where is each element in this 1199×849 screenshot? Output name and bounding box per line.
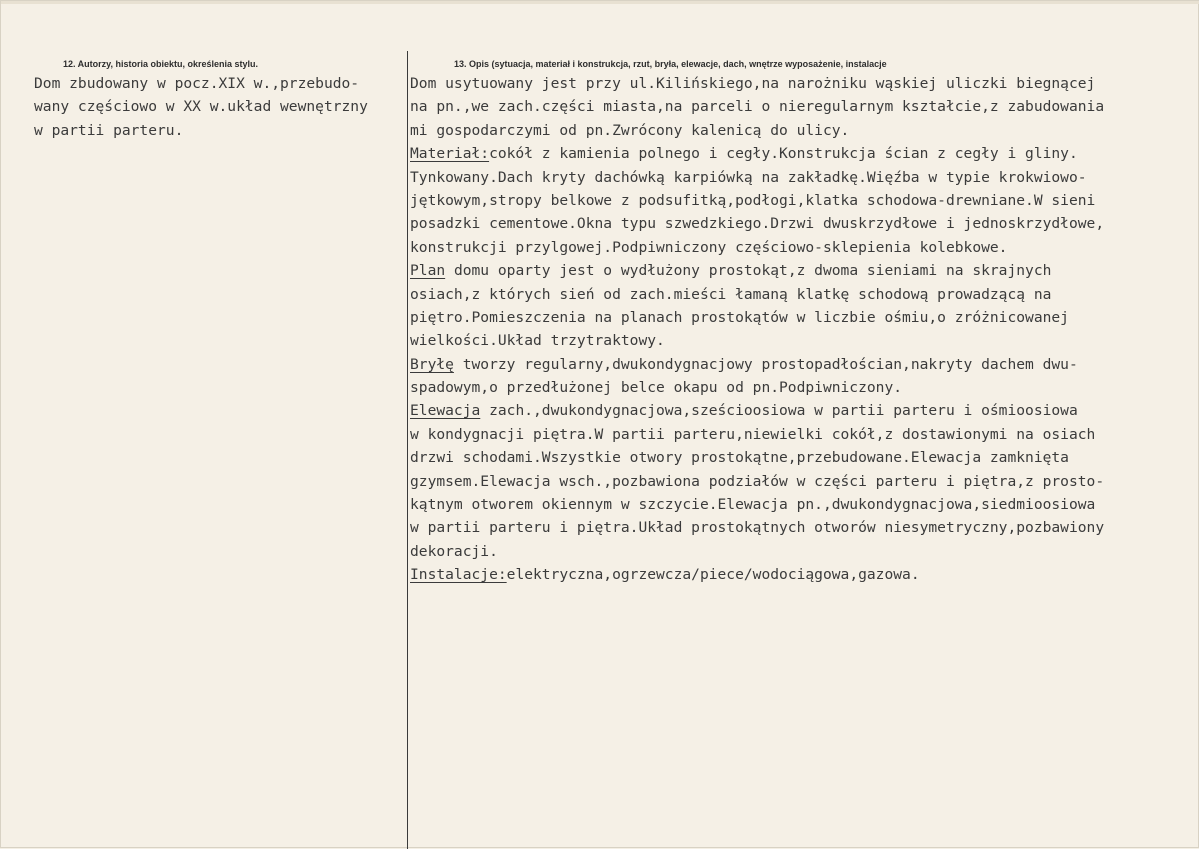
line-text: dekoracji. bbox=[410, 542, 498, 560]
sheet-top-edge bbox=[1, 1, 1199, 4]
text-line bbox=[410, 142, 1104, 165]
line-text: elektryczna,ogrzewcza/piece/wodociągowa,gazowa. bbox=[506, 566, 920, 584]
line-text: drzwi schodami.Wszystkie otwory prostokątne,przebudowane.Elewacja zamknięta bbox=[410, 449, 1069, 467]
line-text: w kondygnacji piętra.W partii parteru,niewielki cokół,z dostawionymi na osiach bbox=[410, 425, 1096, 443]
material-label: Materiał: bbox=[410, 145, 490, 163]
line-text: zach.,dwukondygnacjowa,sześcioosiowa w partii parteru i ośmioosiowa bbox=[480, 402, 1078, 420]
text-line bbox=[410, 166, 1104, 189]
line-text: posadzki cementowe.Okna typu szwedzkiego.Drzwi dwuskrzydłowe i jednoskrzydłowe, bbox=[410, 215, 1105, 233]
text-line: w partii parteru. bbox=[34, 121, 184, 139]
text-line bbox=[410, 95, 1104, 118]
text-line bbox=[410, 376, 1104, 399]
text-line bbox=[410, 119, 1104, 142]
text-line bbox=[410, 470, 1104, 493]
text-line bbox=[410, 329, 1104, 352]
section-13-text bbox=[410, 72, 1104, 587]
text-line bbox=[410, 446, 1104, 469]
text-line bbox=[410, 259, 1104, 282]
line-text: gzymsem.Elewacja wsch.,pozbawiona podziałów w części parteru i piętra,z prosto- bbox=[410, 472, 1105, 490]
text-line bbox=[410, 423, 1104, 446]
text-line bbox=[410, 516, 1104, 539]
instalacje-label: Instalacje: bbox=[410, 566, 507, 584]
plan-label: Plan bbox=[410, 262, 446, 280]
column-divider bbox=[407, 51, 408, 849]
text-line bbox=[410, 212, 1104, 235]
section-12-text bbox=[34, 72, 368, 142]
text-line bbox=[410, 72, 1104, 95]
section-12-header: 12. Autorzy, historia obiektu, określenia stylu. bbox=[63, 59, 259, 69]
text-line bbox=[410, 399, 1104, 422]
text-line bbox=[410, 189, 1104, 212]
text-line bbox=[410, 353, 1104, 376]
line-text: domu oparty jest o wydłużony prostokąt,z dwoma sieniami na skrajnych bbox=[445, 262, 1052, 280]
line-text: jętkowym,stropy belkowe z podsufitką,podłogi,klatka schodowa-drewniane.W sieni bbox=[410, 191, 1096, 209]
line-text: w partii parteru i piętra.Układ prostokątnych otworów niesymetryczny,pozbawiony bbox=[410, 519, 1105, 537]
text-line bbox=[410, 306, 1104, 329]
section-13-header: 13. Opis (sytuacja, materiał i konstrukcja, rzut, bryła, elewacje, dach, wnętrze wyposażenie, instalacje bbox=[454, 59, 887, 69]
line-text: spadowym,o przedłużonej belce okapu od pn.Podpiwniczony. bbox=[410, 379, 903, 397]
bryla-label: Bryłę bbox=[410, 355, 454, 373]
elewacja-label: Elewacja bbox=[410, 402, 481, 420]
line-text: wielkości.Układ trzytraktowy. bbox=[410, 332, 665, 350]
line-text: Dom usytuowany jest przy ul.Kilińskiego,na narożniku wąskiej uliczki biegnącej bbox=[410, 75, 1096, 92]
text-line bbox=[410, 493, 1104, 516]
line-text: na pn.,we zach.części miasta,na parceli o nieregularnym kształcie,z zabudowania bbox=[410, 98, 1105, 116]
line-text: konstrukcji przylgowej.Podpiwniczony częściowo-sklepienia kolebkowe. bbox=[410, 238, 1008, 256]
text-line: Dom zbudowany w pocz.XIX w.,przebudo- bbox=[34, 75, 360, 92]
line-text: tworzy regularny,dwukondygnacjowy prostopadłościan,nakryty dachem dwu- bbox=[453, 355, 1078, 373]
line-text: mi gospodarczymi od pn.Zwrócony kalenicą do ulicy. bbox=[410, 121, 850, 139]
line-text: piętro.Pomieszczenia na planach prostokątów w liczbie ośmiu,o zróżnicowanej bbox=[410, 308, 1069, 326]
line-text: osiach,z których sień od zach.mieści łamaną klatkę schodową prowadzącą na bbox=[410, 285, 1052, 303]
line-text: kątnym otworem okiennym w szczycie.Elewacja pn.,dwukondygnacjowa,siedmioosiowa bbox=[410, 496, 1096, 514]
text-line bbox=[410, 236, 1104, 259]
text-line bbox=[410, 540, 1104, 563]
text-line bbox=[410, 563, 1104, 586]
text-line bbox=[410, 283, 1104, 306]
line-text: Tynkowany.Dach kryty dachówką karpiówką na zakładkę.Więźba w typie krokwiowo- bbox=[410, 168, 1087, 186]
line-text: cokół z kamienia polnego i cegły.Konstrukcja ścian z cegły i gliny. bbox=[489, 145, 1078, 163]
text-line: wany częściowo w XX w.układ wewnętrzny bbox=[34, 98, 368, 116]
